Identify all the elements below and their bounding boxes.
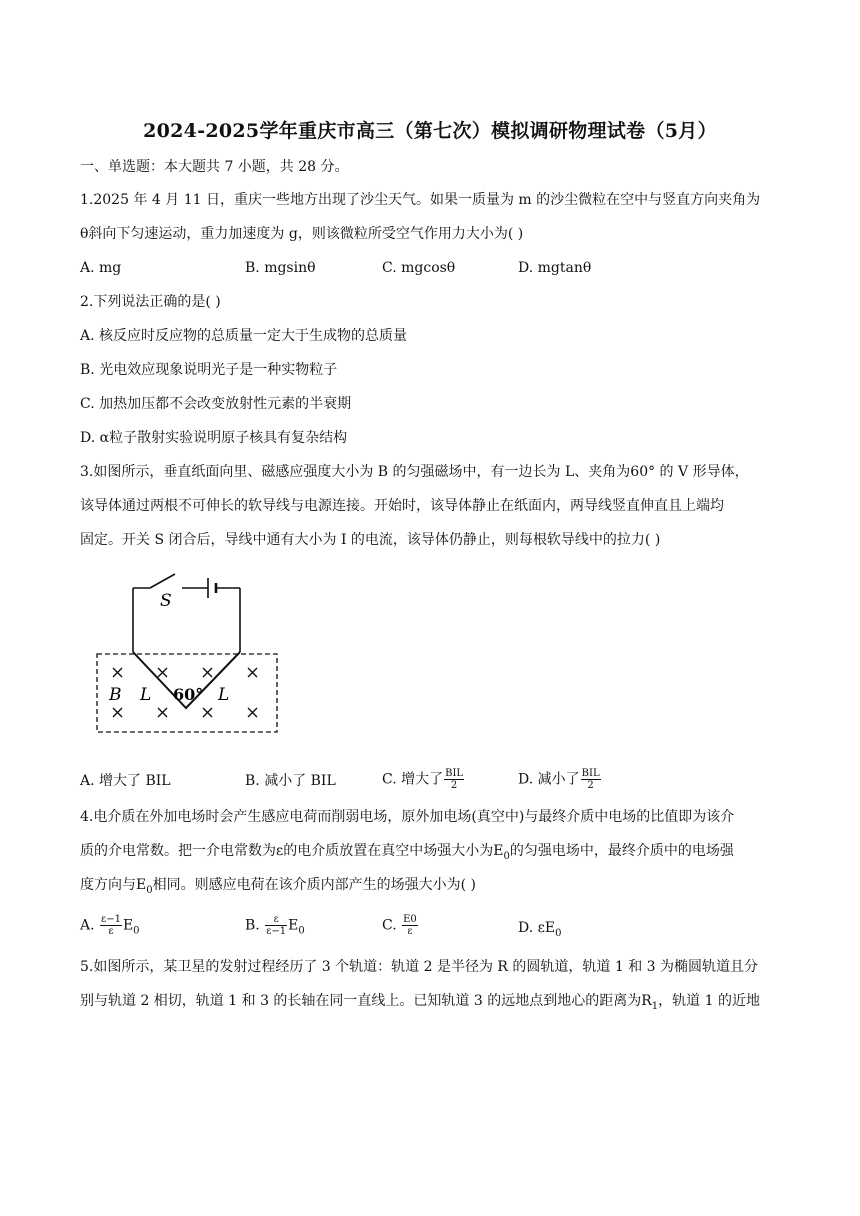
q5-stem-line2: 别与轨道 2 相切，轨道 1 和 3 的长轴在同一直线上。已知轨道 3 的远地点到地心的距离为$R_1$，轨道 1 的近地	[80, 993, 760, 1012]
q3-option-b[interactable]: B. 减小了 BIL	[245, 773, 336, 789]
q5-stem-line1: 5.如图所示，某卫星的发射过程经历了 3 个轨道：轨道 2 是半径为 R 的圆轨道，轨道 1 和 3 为椭圆轨道且分	[80, 959, 759, 975]
switch-arm	[150, 574, 175, 588]
q4-option-d[interactable]: D. $\varepsilon E_0$	[518, 920, 562, 939]
fraction: $\frac{\text{BIL}}{2}$	[445, 768, 464, 791]
q4-option-a[interactable]: A. $\frac{\varepsilon-1}{\varepsilon}$ $E_0$	[80, 914, 140, 937]
q3-stem-line1: 3.如图所示，垂直纸面向里、磁感应强度大小为 B 的匀强磁场中，有一边长为 L、夹角为60° 的 V 形导体，	[80, 464, 749, 480]
fraction: $\frac{\text{BIL}}{2}$	[581, 768, 600, 791]
exam-title: 2024-2025学年重庆市高三（第七次）模拟调研物理试卷（5月）	[143, 120, 717, 142]
q1-stem-line1: 1.2025 年 4 月 11 日，重庆一些地方出现了沙尘天气。如果一质量为 m 的沙尘微粒在空中与竖直方向夹角为	[80, 192, 761, 208]
v-conductor-circuit-figure	[90, 570, 290, 740]
q1-option-b[interactable]: B. mgsinθ	[245, 260, 316, 276]
section-heading: 一、单选题：本大题共 7 小题，共 28 分。	[80, 159, 349, 175]
q4-stem-line2: 质的介电常数。把一介电常数为ε的电介质放置在真空中场强大小为$E_0$的匀强电场中，最终介质中的电场强	[80, 843, 734, 862]
q4-option-c[interactable]: C. $\frac{E0}{\varepsilon}$	[382, 914, 417, 937]
field-label-b: B	[109, 685, 122, 705]
q2-option-b[interactable]: B. 光电效应现象说明光子是一种实物粒子	[80, 362, 338, 378]
q3-option-a[interactable]: A. 增大了 BIL	[80, 773, 171, 789]
side-label-right: L	[218, 685, 230, 705]
q2-option-d[interactable]: D. α粒子散射实验说明原子核具有复杂结构	[80, 430, 348, 446]
q2-stem: 2.下列说法正确的是( )	[80, 294, 221, 310]
q1-option-c[interactable]: C. mgcosθ	[382, 260, 456, 276]
switch-label: S	[160, 591, 172, 611]
q4-stem-line1: 4.电介质在外加电场时会产生感应电荷而削弱电场，原外加电场(真空中)与最终介质中电场的比值即为该介	[80, 809, 735, 825]
q3-stem-line3: 固定。开关 S 闭合后，导线中通有大小为 I 的电流，该导体仍静止，则每根软导线中的拉力( )	[80, 532, 661, 548]
fraction: $\frac{E0}{\varepsilon}$	[403, 914, 417, 937]
q1-option-d[interactable]: D. mgtanθ	[518, 260, 592, 276]
q4-stem-line3: 度方向与$E_0$相同。则感应电荷在该介质内部产生的场强大小为( )	[80, 877, 476, 896]
q2-option-c[interactable]: C. 加热加压都不会改变放射性元素的半衰期	[80, 396, 352, 412]
q3-stem-line2: 该导体通过两根不可伸长的软导线与电源连接。开始时，该导体静止在纸面内，两导线竖直伸直且上端均	[80, 498, 724, 514]
angle-label: 60°	[173, 685, 204, 704]
q3-option-c[interactable]: C. 增大了 $\frac{\text{BIL}}{2}$	[382, 768, 464, 791]
q4-option-b[interactable]: B. $\frac{\varepsilon}{\varepsilon-1}$ $E_0$	[245, 914, 305, 937]
fraction: $\frac{\varepsilon}{\varepsilon-1}$	[266, 914, 287, 937]
side-label-left: L	[140, 685, 152, 705]
q3-option-d[interactable]: D. 减小了 $\frac{\text{BIL}}{2}$	[518, 768, 600, 791]
fraction: $\frac{\varepsilon-1}{\varepsilon}$	[101, 914, 121, 937]
q2-option-a[interactable]: A. 核反应时反应物的总质量一定大于生成物的总质量	[80, 328, 408, 344]
q1-option-a[interactable]: A. mg	[80, 260, 122, 276]
q1-stem-line2: θ斜向下匀速运动，重力加速度为 g，则该微粒所受空气作用力大小为( )	[80, 226, 524, 242]
